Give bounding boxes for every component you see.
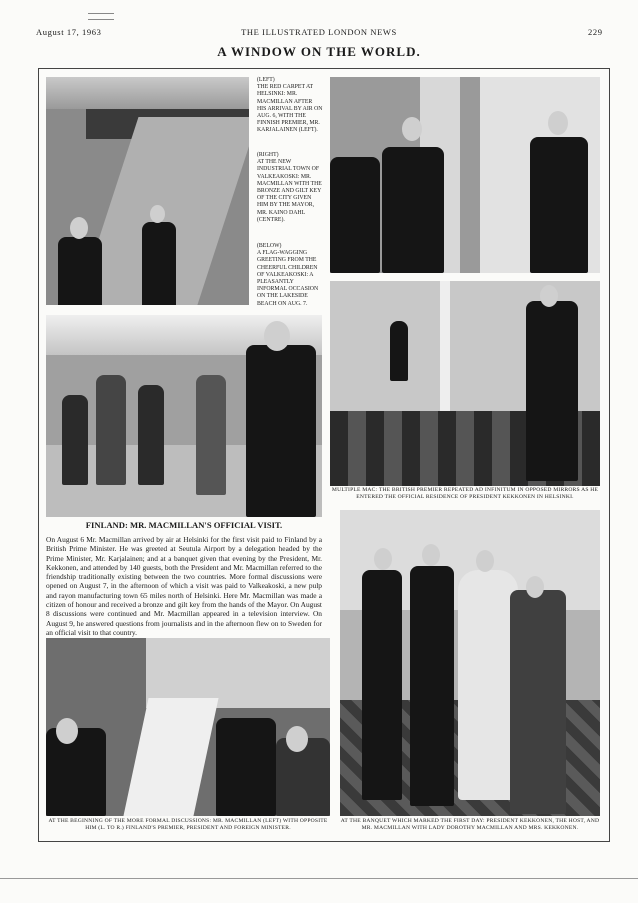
bottom-rule	[0, 878, 638, 879]
caption-below	[257, 243, 323, 308]
caption-below-text: A FLAG-WAGGING GREETING FROM THE CHEERFUL CHILDREN OF VALKEAKOSKI: A PLEASANTLY INFORMAL OCCASION ON THE LAKESIDE BEACH ON AUG. 7.	[257, 250, 319, 307]
ornament-mark	[88, 13, 114, 20]
caption-left-label: (LEFT)	[257, 77, 275, 83]
issue-date: August 17, 1963	[36, 27, 102, 37]
photo-banquet	[340, 510, 600, 816]
article-body: On August 6 Mr. Macmillan arrived by air at Helsinki for the first visit paid to Finland by a British Prime Minister. He was greeted at Seutula Airport by a delegation headed by the Prime Minister, Mr. Karjalainen; and at a banquet given that evening by the President, Mr. Kekkonen, and attended by 140 guests, both the President and Mr. Macmillan referred to the friendship traditionally existing between the two countries. More formal discussions were opened on August 7, in the afternoon of which a visit was paid to Valkeakoski, a new pulp and rayon manufacturing town 65 miles north of Helsinki. Here Mr. Macmillan was made a citizen of honour and received a bronze and gilt key from the hands of the Mayor. On August 8 discussions were continued and Mr. Macmillan appeared in a television interview. On August 9, he answered questions from journalists and in the afternoon flew on to Sweden for an official visit to that country.	[46, 535, 322, 637]
photo-children-flags	[46, 315, 322, 517]
caption-left-text: THE RED CARPET AT HELSINKI: MR. MACMILLAN AFTER HIS ARRIVAL BY AIR ON AUG. 6, WITH THE FINNISH PREMIER, MR. KARJALAINEN (LEFT).	[257, 84, 323, 134]
photo-discussions	[46, 638, 330, 816]
page-number: 229	[588, 27, 603, 37]
caption-banquet: AT THE BANQUET WHICH MARKED THE FIRST DAY: PRESIDENT KEKKONEN, THE HOST, AND MR. MACMILLAN WITH LADY DOROTHY MACMILLAN AND MRS. KEKKONEN.	[340, 818, 600, 832]
caption-discussions: AT THE BEGINNING OF THE MORE FORMAL DISCUSSIONS: MR. MACMILLAN (LEFT) WITH OPPOSITE HIM (L. TO R.) FINLAND'S PREMIER, PRESIDENT AND FOREIGN MINISTER.	[48, 818, 328, 832]
caption-below-label: (BELOW)	[257, 243, 282, 249]
publication-name: THE ILLUSTRATED LONDON NEWS	[241, 27, 397, 37]
page-title: A WINDOW ON THE WORLD.	[217, 44, 421, 59]
caption-right	[257, 152, 323, 224]
article-heading: FINLAND: MR. MACMILLAN'S OFFICIAL VISIT.	[85, 520, 283, 530]
photo-mirrors	[330, 281, 600, 486]
caption-left	[257, 77, 323, 135]
photo-red-carpet	[46, 77, 249, 305]
photo-key-of-city	[330, 77, 600, 273]
caption-right-text: AT THE NEW INDUSTRIAL TOWN OF VALKEAKOSKI: MR. MACMILLAN WITH THE BRONZE AND GILT KEY OF THE CITY GIVEN HIM BY THE MAYOR, MR. KAINO DAHL (CENTRE).	[257, 159, 322, 223]
caption-mirrors: MULTIPLE MAC: THE BRITISH PREMIER REPEATED AD INFINITUM IN OPPOSED MIRRORS AS HE ENTERED THE OFFICIAL RESIDENCE OF PRESIDENT KEKKONEN IN HELSINKI.	[331, 487, 599, 501]
caption-right-label: (RIGHT)	[257, 152, 279, 158]
